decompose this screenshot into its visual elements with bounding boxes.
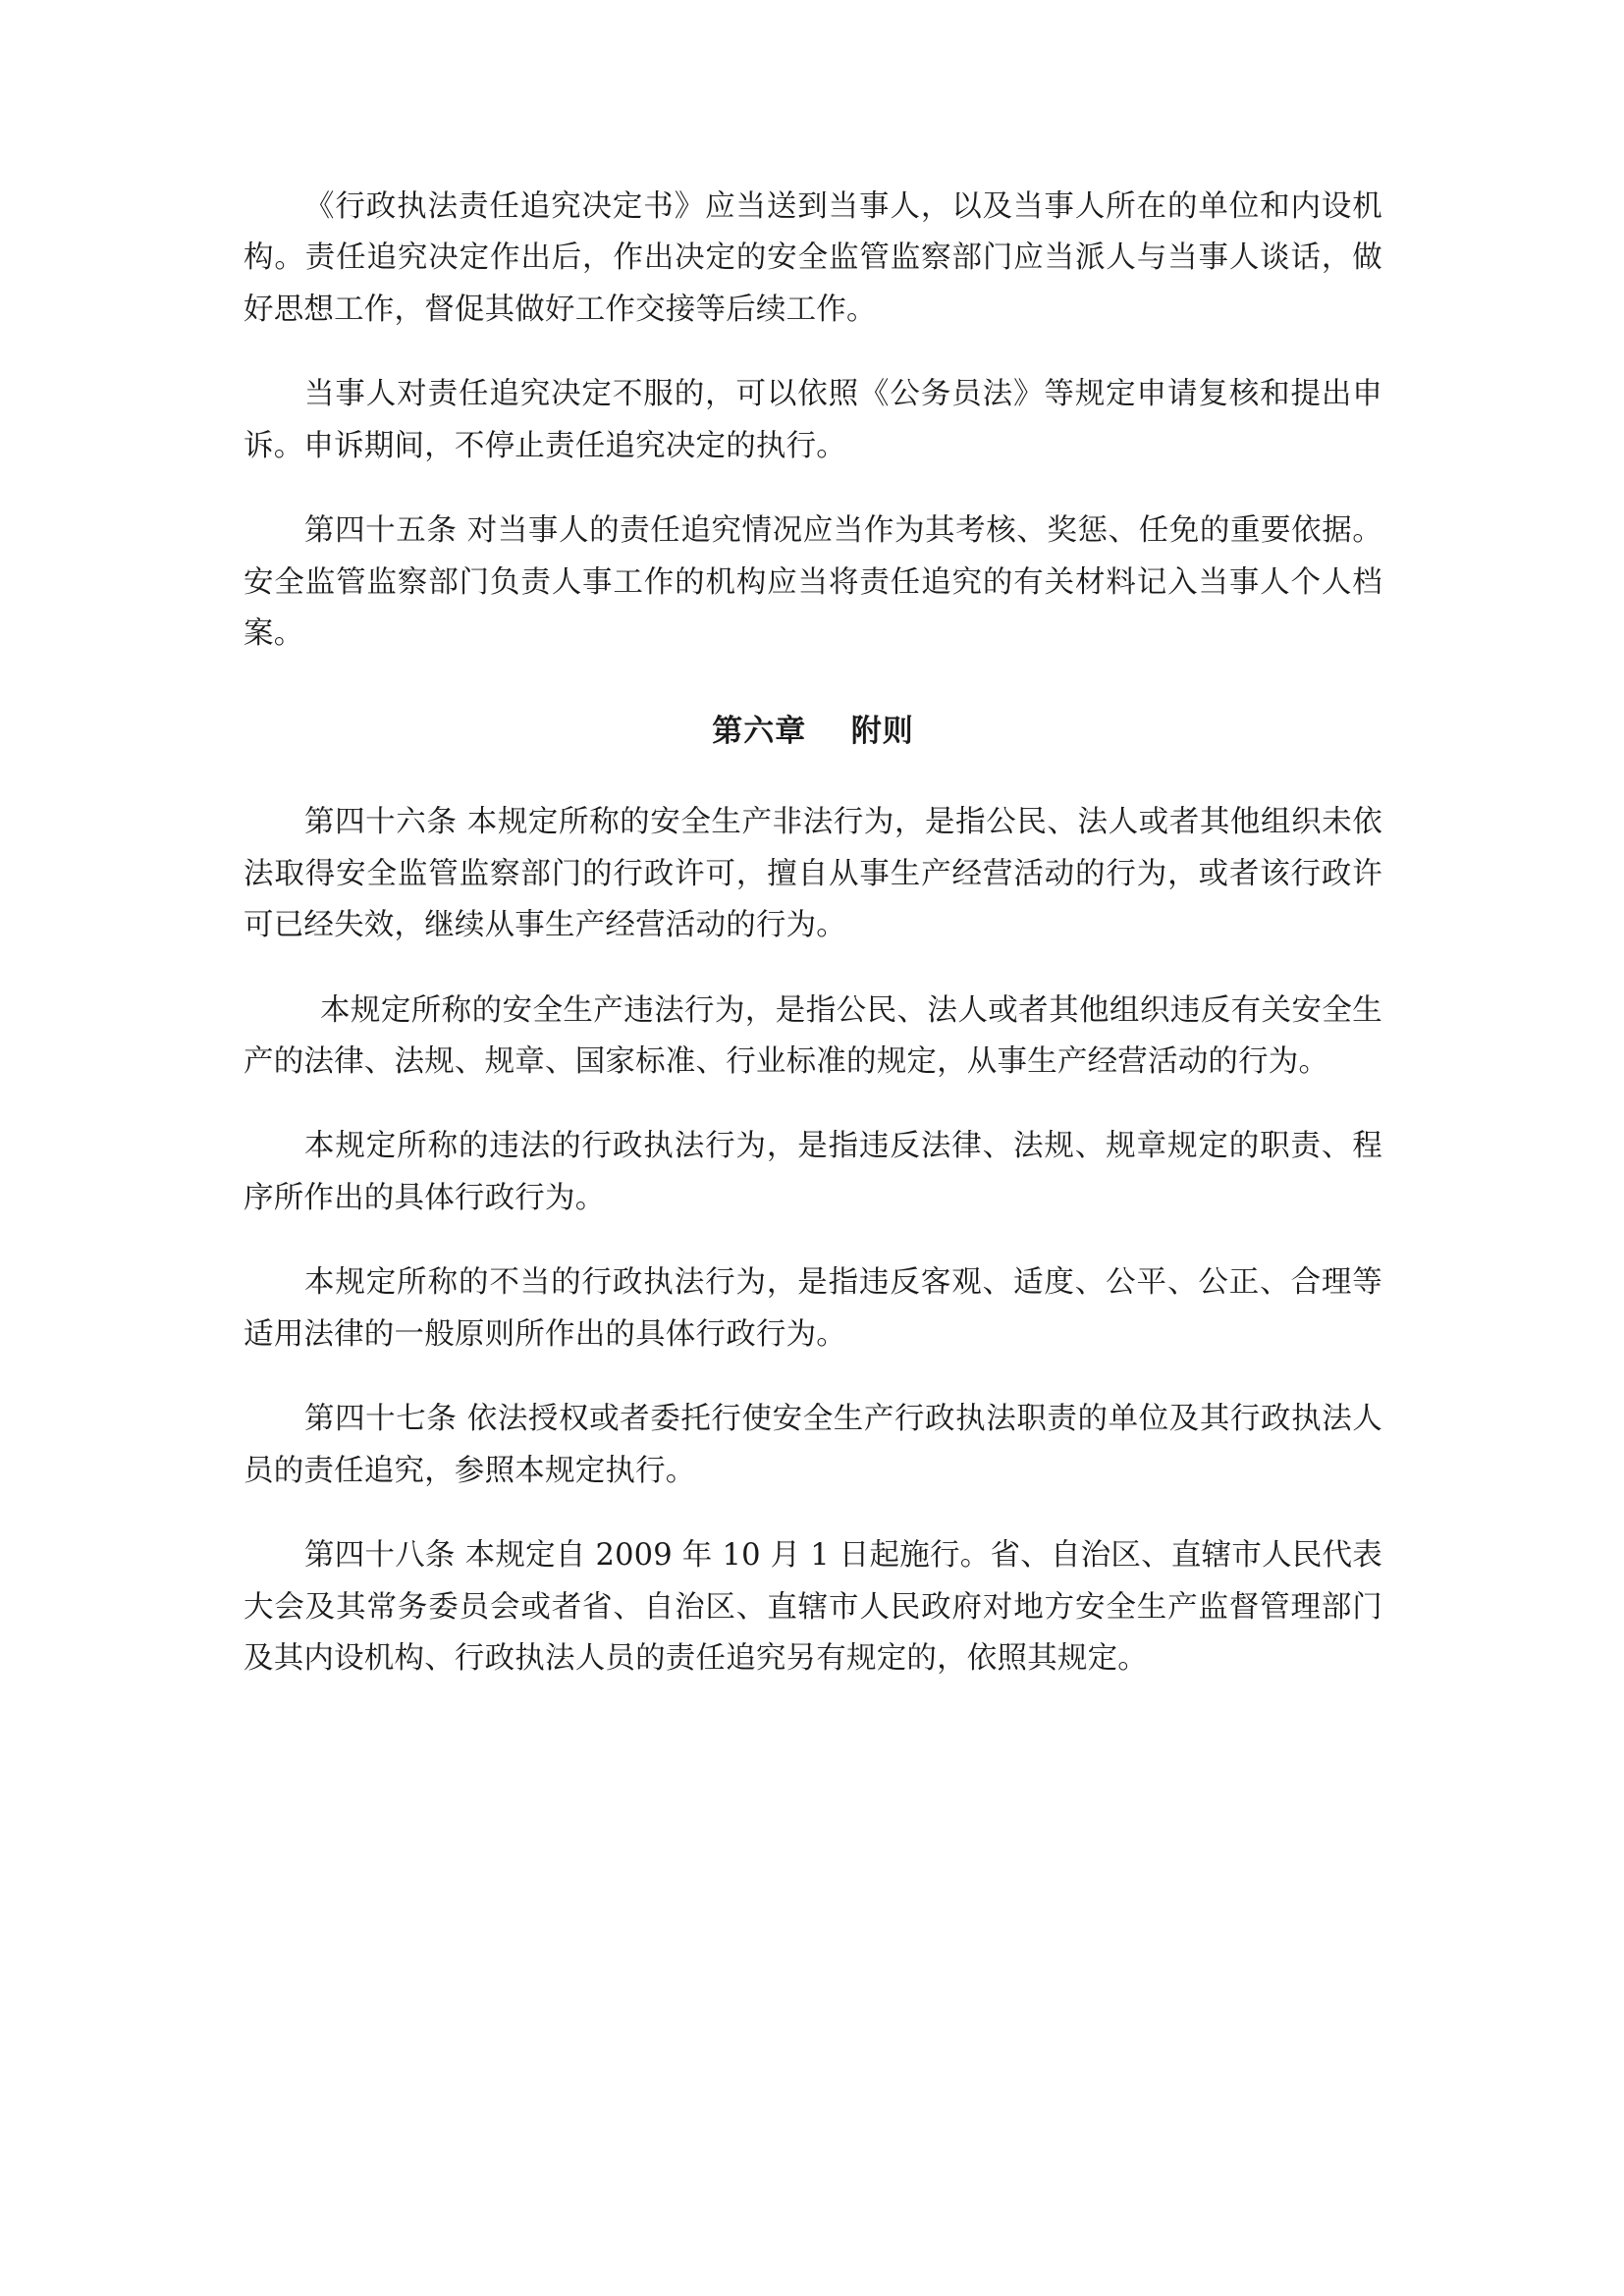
paragraph-article-47: 第四十七条 依法授权或者委托行使安全生产行政执法职责的单位及其行政执法人员的责任追究，参照本规定执行。 — [244, 1402, 1382, 1488]
paragraph-article-46-3: 本规定所称的违法的行政执法行为，是指违反法律、法规、规章规定的职责、程序所作出的具体行政行为。 — [244, 1129, 1382, 1215]
chapter-heading — [244, 708, 1382, 757]
paragraph-article-46-1: 第四十六条 本规定所称的安全生产非法行为，是指公民、法人或者其他组织未依法取得安全监管监察部门的行政许可，擅自从事生产经营活动的行为，或者该行政许可已经失效，继续从事生产经营活动的行为。 — [244, 805, 1382, 943]
chapter-number: 第六章 — [712, 713, 807, 749]
paragraph-article-46-4: 本规定所称的不当的行政执法行为，是指违反客观、适度、公平、公正、合理等适用法律的一般原则所作出的具体行政行为。 — [244, 1265, 1382, 1352]
paragraph-appeal: 当事人对责任追究决定不服的，可以依照《公务员法》等规定申请复核和提出申诉。申诉期间，不停止责任追究决定的执行。 — [244, 377, 1382, 463]
paragraph-article-45: 第四十五条 对当事人的责任追究情况应当作为其考核、奖惩、任免的重要依据。安全监管监察部门负责人事工作的机构应当将责任追究的有关材料记入当事人个人档案。 — [244, 513, 1382, 652]
page-text-body — [244, 182, 1382, 1719]
paragraph-article-48: 第四十八条 本规定自 2009 年 10 月 1 日起施行。省、自治区、直辖市人民代表大会及其常务委员会或者省、自治区、直辖市人民政府对地方安全生产监督管理部门及其内设机构、行政执法人员的责任追究另有规定的，依照其规定。 — [244, 1538, 1382, 1677]
chapter-title: 附则 — [850, 713, 914, 749]
paragraph-article-46-2: 本规定所称的安全生产违法行为，是指公民、法人或者其他组织违反有关安全生产的法律、法规、规章、国家标准、行业标准的规定，从事生产经营活动的行为。 — [244, 992, 1382, 1080]
paragraph-decision-delivery: 《行政执法责任追究决定书》应当送到当事人，以及当事人所在的单位和内设机构。责任追究决定作出后，作出决定的安全监管监察部门应当派人与当事人谈话，做好思想工作，督促其做好工作交接等后续工作。 — [244, 189, 1382, 327]
